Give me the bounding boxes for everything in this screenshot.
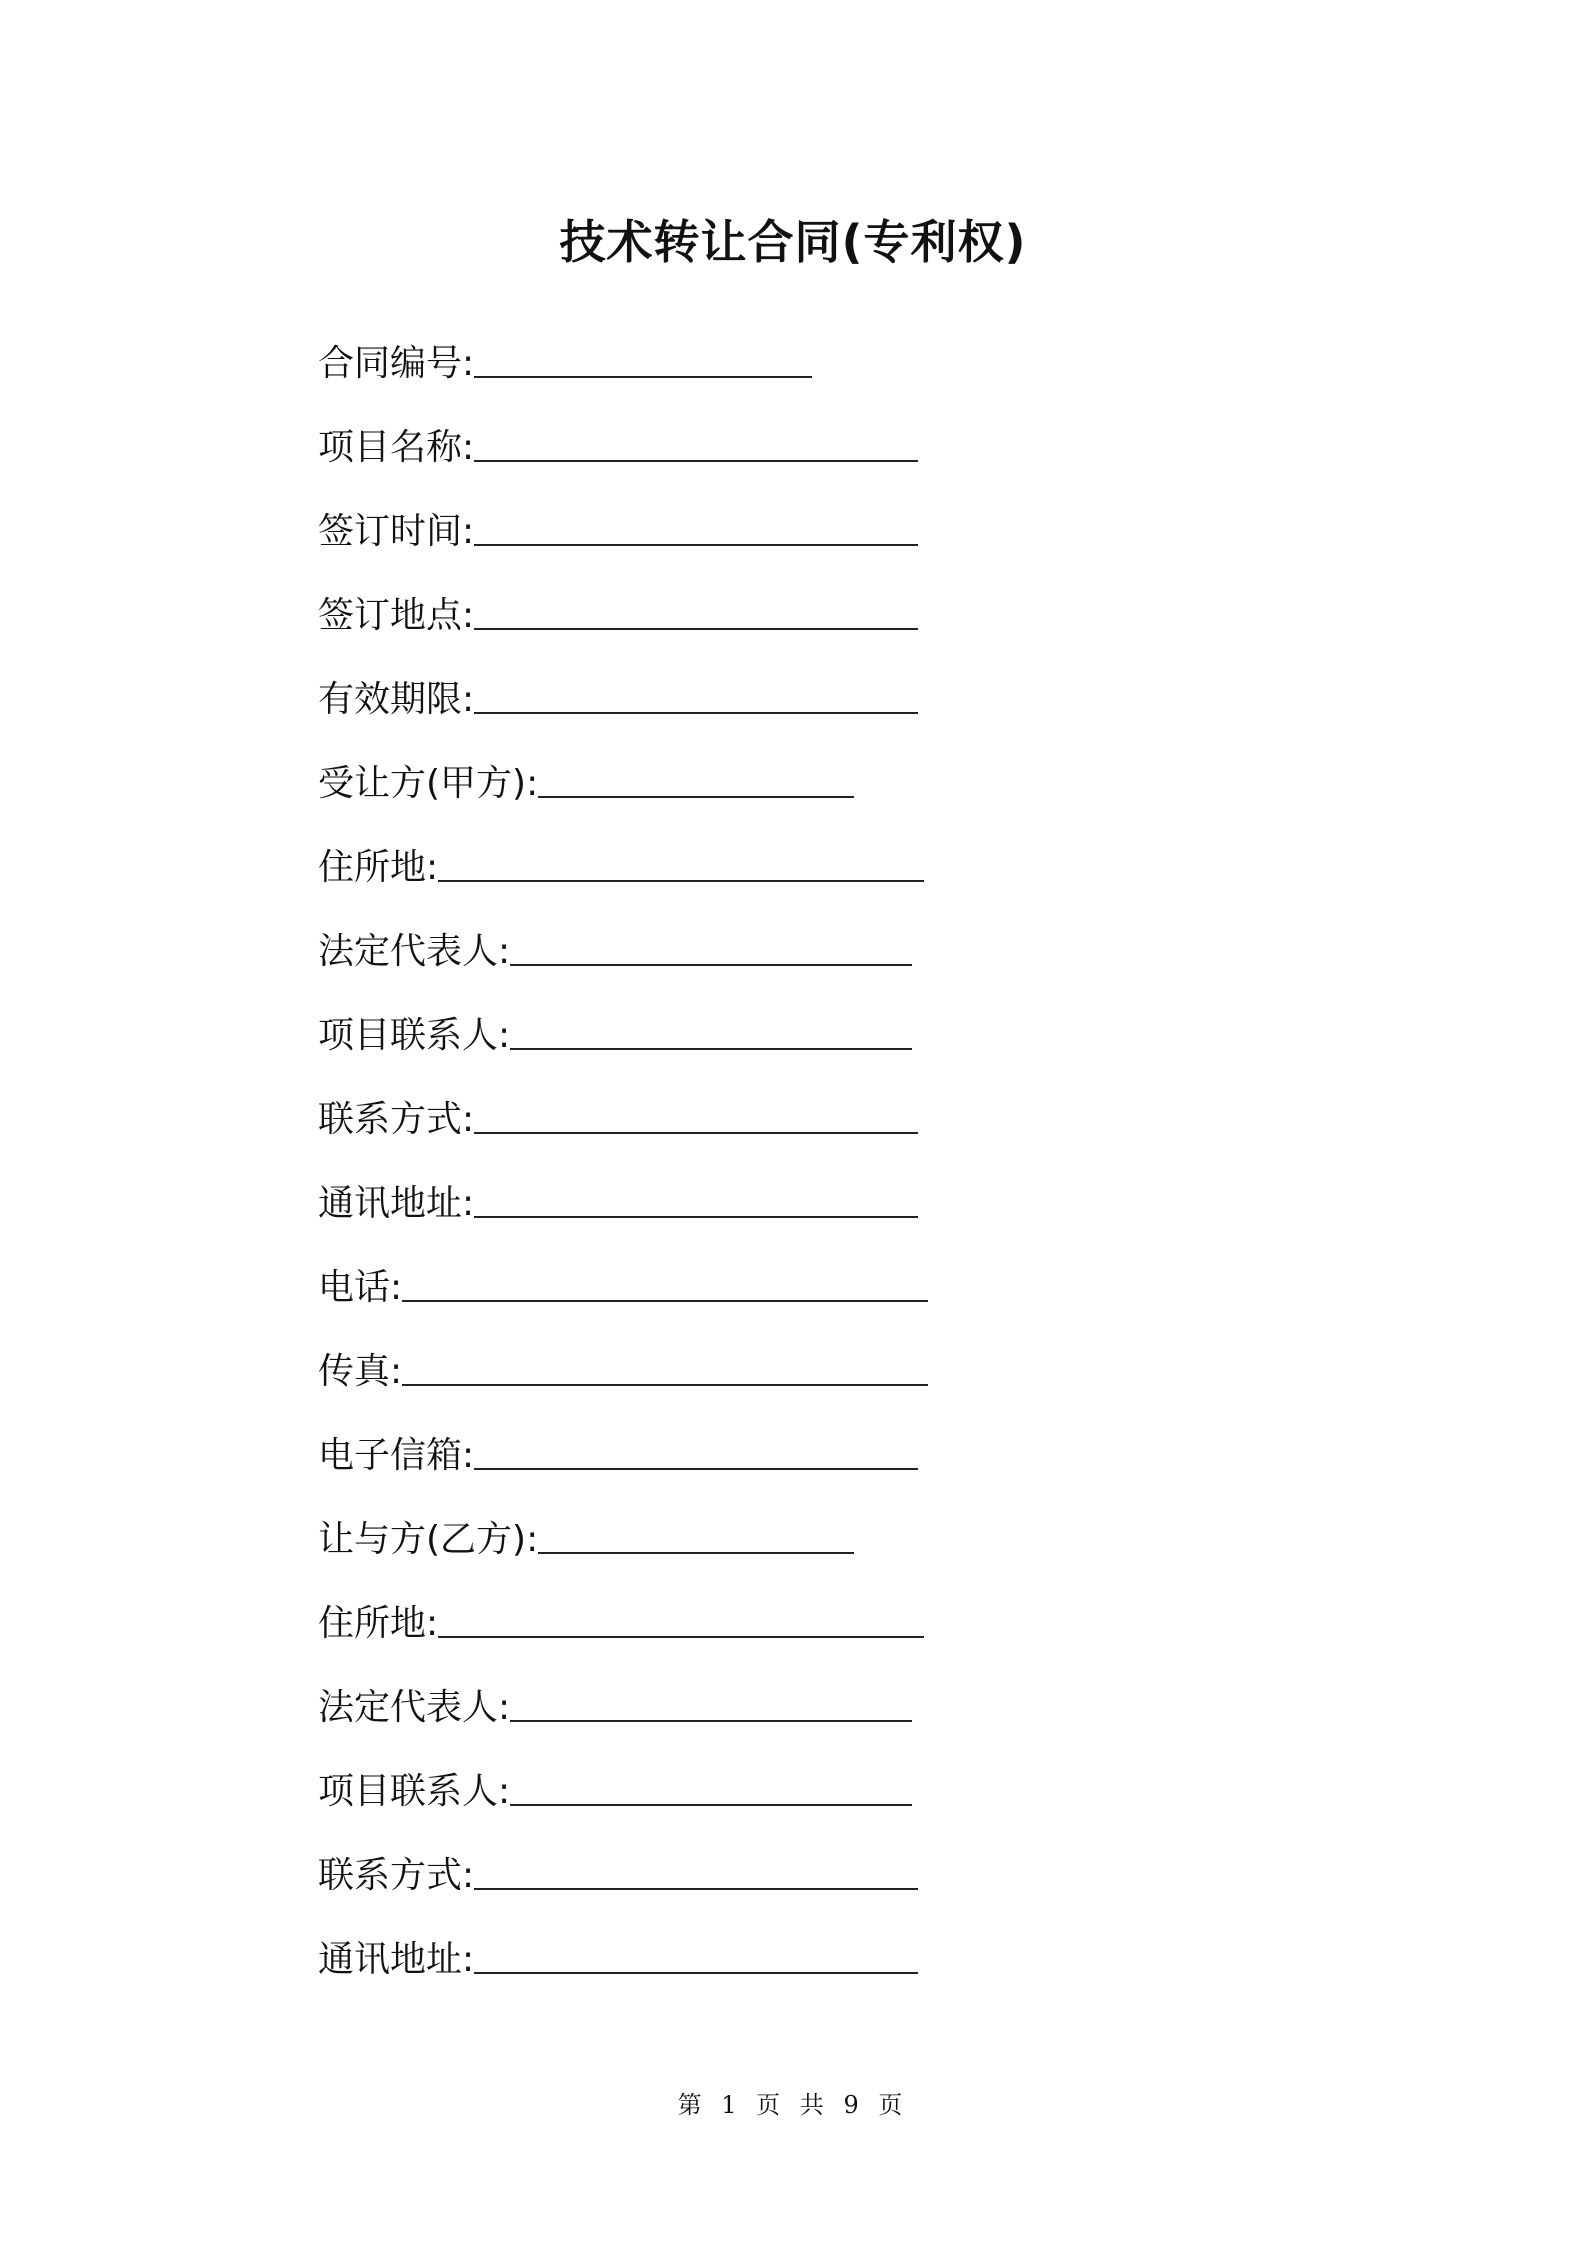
- field-validity-period: [318, 658, 1218, 742]
- field-label: 法定代表人:: [318, 931, 511, 972]
- field-party-a-fax: [318, 1330, 1218, 1414]
- field-party-a-legal-rep: [318, 910, 1218, 994]
- field-project-name: [318, 406, 1218, 490]
- field-label: 合同编号:: [318, 343, 475, 384]
- field-party-a-contact-method: [318, 1078, 1218, 1162]
- field-label: 法定代表人:: [318, 1687, 511, 1728]
- field-label: 签订时间:: [318, 511, 475, 552]
- field-label: 项目名称:: [318, 427, 475, 468]
- field-blank-line: [474, 1888, 918, 1890]
- field-party-a-domicile: [318, 826, 1218, 910]
- field-signing-time: [318, 490, 1218, 574]
- field-blank-line: [438, 1636, 924, 1638]
- field-blank-line: [538, 1552, 854, 1554]
- field-blank-line: [402, 1300, 928, 1302]
- field-blank-line: [402, 1384, 928, 1386]
- field-signing-place: [318, 574, 1218, 658]
- field-blank-line: [510, 1720, 912, 1722]
- contract-info-fields: [318, 322, 1218, 2002]
- field-party-a-phone: [318, 1246, 1218, 1330]
- field-label: 有效期限:: [318, 679, 475, 720]
- field-party-b-legal-rep: [318, 1666, 1218, 1750]
- field-label: 电话:: [318, 1267, 403, 1308]
- field-blank-line: [474, 1132, 918, 1134]
- field-label: 住所地:: [318, 1603, 439, 1644]
- field-party-a-address: [318, 1162, 1218, 1246]
- field-label: 签订地点:: [318, 595, 475, 636]
- field-blank-line: [474, 376, 812, 378]
- page-number-footer: 第 1 页 共 9 页: [677, 2091, 909, 2119]
- field-label: 传真:: [318, 1351, 403, 1392]
- field-label: 住所地:: [318, 847, 439, 888]
- field-party-b-address: [318, 1918, 1218, 2002]
- field-blank-line: [510, 1804, 912, 1806]
- field-label: 联系方式:: [318, 1855, 475, 1896]
- field-blank-line: [474, 544, 918, 546]
- field-blank-line: [510, 964, 912, 966]
- field-blank-line: [474, 628, 918, 630]
- field-blank-line: [474, 1468, 918, 1470]
- field-label: 联系方式:: [318, 1099, 475, 1140]
- field-party-a-email: [318, 1414, 1218, 1498]
- field-label: 让与方(乙方):: [318, 1519, 539, 1560]
- field-label: 通讯地址:: [318, 1183, 475, 1224]
- field-label: 受让方(甲方):: [318, 763, 539, 804]
- document-title: 技术转让合同(专利权): [559, 215, 1027, 269]
- field-label: 通讯地址:: [318, 1939, 475, 1980]
- field-party-b: [318, 1498, 1218, 1582]
- field-party-b-contact-person: [318, 1750, 1218, 1834]
- field-contract-number: [318, 322, 1218, 406]
- field-blank-line: [474, 460, 918, 462]
- field-blank-line: [474, 1972, 918, 1974]
- field-label: 电子信箱:: [318, 1435, 475, 1476]
- field-party-a: [318, 742, 1218, 826]
- field-blank-line: [474, 1216, 918, 1218]
- field-party-b-domicile: [318, 1582, 1218, 1666]
- field-label: 项目联系人:: [318, 1771, 511, 1812]
- field-blank-line: [510, 1048, 912, 1050]
- field-label: 项目联系人:: [318, 1015, 511, 1056]
- field-blank-line: [538, 796, 854, 798]
- field-blank-line: [474, 712, 918, 714]
- field-party-a-contact-person: [318, 994, 1218, 1078]
- field-blank-line: [438, 880, 924, 882]
- field-party-b-contact-method: [318, 1834, 1218, 1918]
